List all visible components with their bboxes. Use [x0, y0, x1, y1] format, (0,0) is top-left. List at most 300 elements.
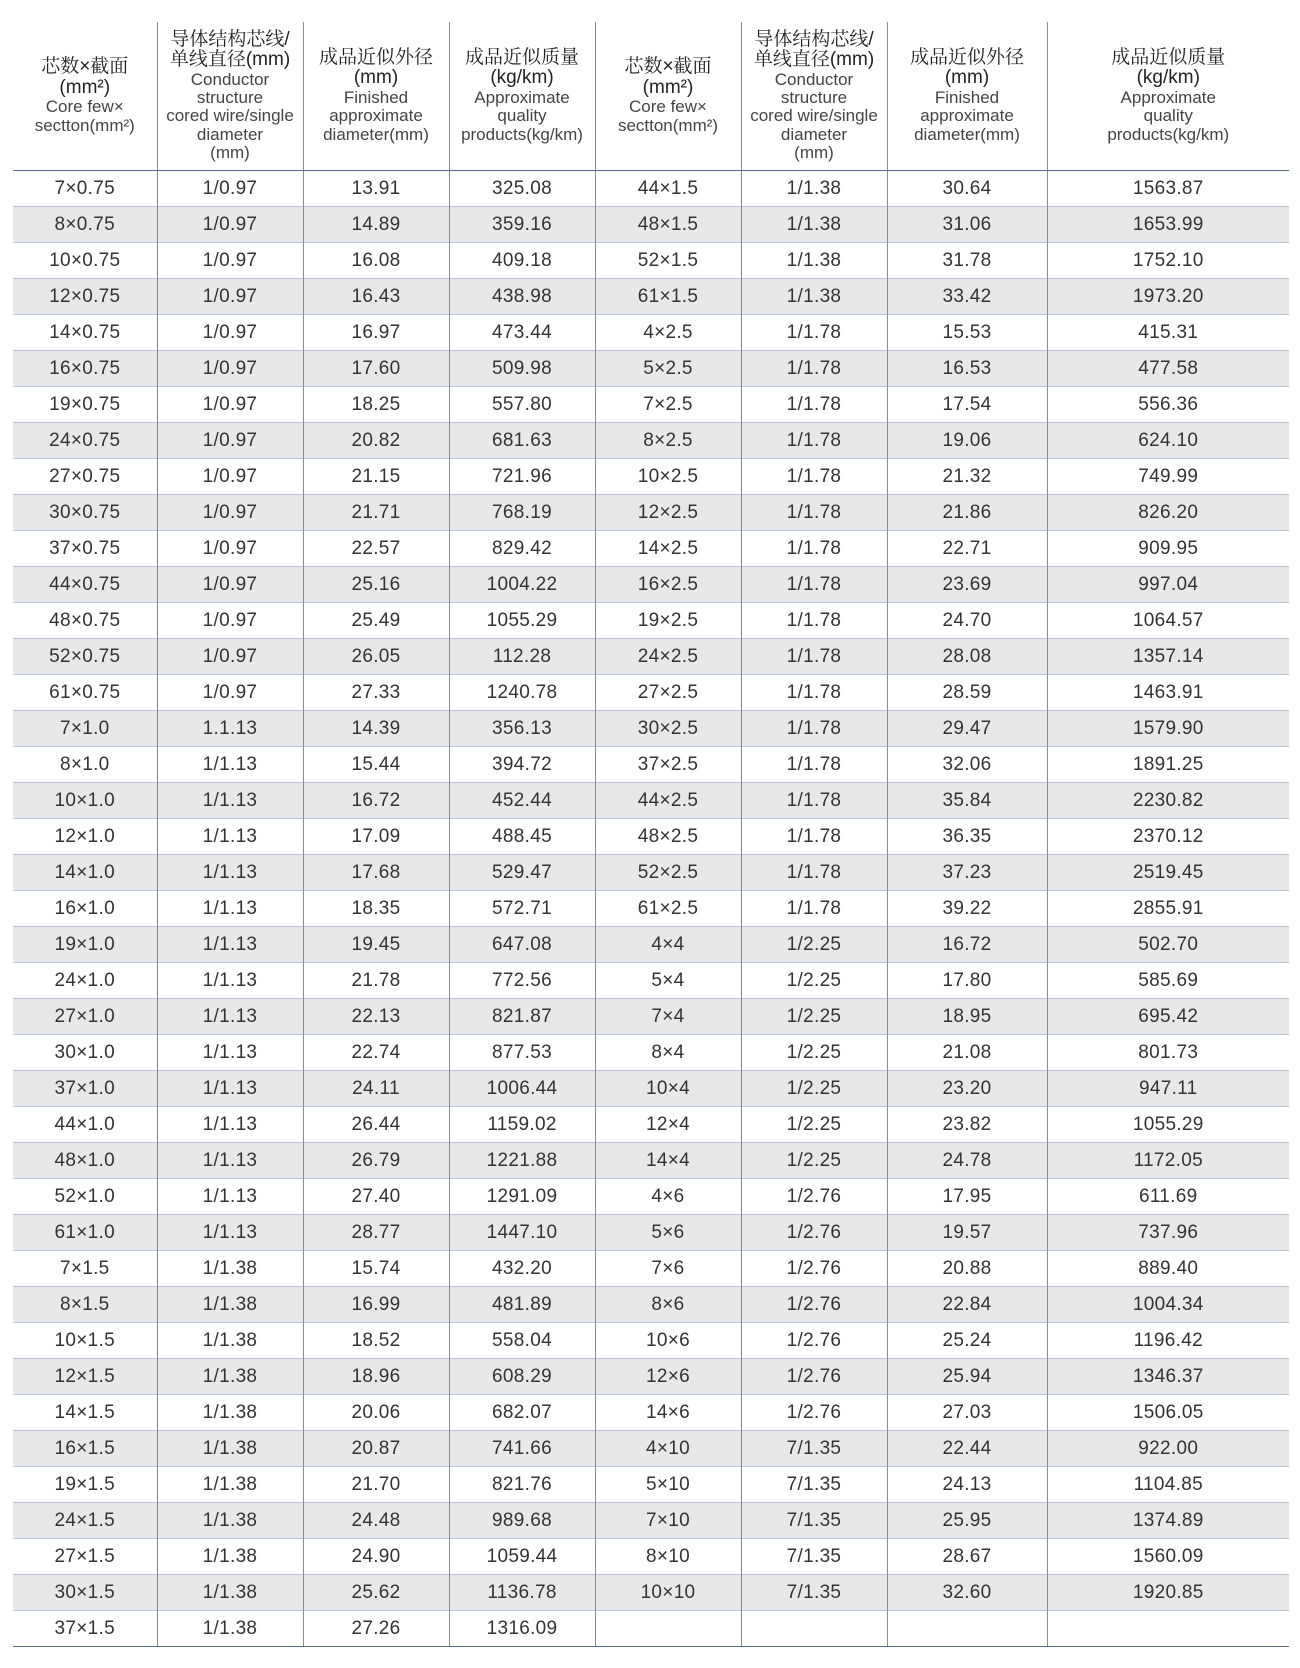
cell-approx-weight: 1221.88: [449, 1143, 595, 1179]
table-row: [13, 1323, 1289, 1359]
cell-core-section: 10×1.5: [13, 1323, 157, 1359]
cell-conductor-structure-2: 1/2.76: [741, 1179, 887, 1215]
table-row: [13, 999, 1289, 1035]
cell-core-section: 52×0.75: [13, 639, 157, 675]
cell-finished-diameter-2: 21.08: [887, 1035, 1047, 1071]
cell-approx-weight: 473.44: [449, 315, 595, 351]
cell-approx-weight-2: 947.11: [1047, 1071, 1289, 1107]
cell-approx-weight: 1159.02: [449, 1107, 595, 1143]
cell-approx-weight: 394.72: [449, 747, 595, 783]
header-label-en: Approximate: [474, 87, 570, 107]
cell-finished-diameter-2: 17.80: [887, 963, 1047, 999]
cell-conductor-structure: 1/1.38: [157, 1503, 303, 1539]
cell-approx-weight-2: 1579.90: [1047, 711, 1289, 747]
column-header-finished-diameter: [303, 22, 449, 171]
cell-conductor-structure-2: 1/2.76: [741, 1323, 887, 1359]
cell-conductor-structure: 1/1.38: [157, 1359, 303, 1395]
cell-finished-diameter-2: 25.95: [887, 1503, 1047, 1539]
cell-approx-weight: 488.45: [449, 819, 595, 855]
cell-conductor-structure: 1/0.97: [157, 279, 303, 315]
cell-core-section-2: 10×2.5: [595, 459, 741, 495]
cell-finished-diameter-2: 33.42: [887, 279, 1047, 315]
cell-core-section-2: 8×4: [595, 1035, 741, 1071]
table-row: [13, 243, 1289, 279]
cell-conductor-structure: 1/1.38: [157, 1251, 303, 1287]
cell-conductor-structure-2: 1/1.78: [741, 711, 887, 747]
header-label-zh: 芯数×截面: [624, 56, 712, 78]
cell-approx-weight: 557.80: [449, 387, 595, 423]
cell-approx-weight-2: 1506.05: [1047, 1395, 1289, 1431]
cell-conductor-structure: 1/0.97: [157, 243, 303, 279]
cell-finished-diameter-2: 24.78: [887, 1143, 1047, 1179]
cell-core-section-2: 5×4: [595, 963, 741, 999]
cell-core-section: 61×0.75: [13, 675, 157, 711]
cell-conductor-structure-2: 1/2.25: [741, 999, 887, 1035]
cell-finished-diameter-2: 19.57: [887, 1215, 1047, 1251]
cell-approx-weight-2: 1172.05: [1047, 1143, 1289, 1179]
table-row: [13, 1431, 1289, 1467]
table-row: [13, 315, 1289, 351]
cell-conductor-structure: 1/0.97: [157, 531, 303, 567]
header-label-en: (mm): [210, 143, 250, 163]
header-label-zh: 导体结构芯线/: [170, 28, 290, 50]
cell-conductor-structure: 1/1.13: [157, 747, 303, 783]
cell-finished-diameter: 18.35: [303, 891, 449, 927]
cell-conductor-structure-2: 1/1.78: [741, 315, 887, 351]
header-label-zh: 成品近似外径: [909, 46, 1024, 68]
cell-approx-weight: 1316.09: [449, 1611, 595, 1647]
cell-approx-weight: 1006.44: [449, 1071, 595, 1107]
cell-conductor-structure: 1/1.38: [157, 1575, 303, 1611]
cell-core-section-2: 24×2.5: [595, 639, 741, 675]
cell-core-section: 14×1.0: [13, 855, 157, 891]
cell-approx-weight-2: 611.69: [1047, 1179, 1289, 1215]
cell-core-section-2: 12×6: [595, 1359, 741, 1395]
cell-approx-weight-2: 1653.99: [1047, 207, 1289, 243]
table-row: [13, 495, 1289, 531]
cell-conductor-structure: 1/0.97: [157, 495, 303, 531]
cell-conductor-structure-2: 1/1.78: [741, 495, 887, 531]
cell-conductor-structure: 1/0.97: [157, 207, 303, 243]
cell-core-section: 19×1.5: [13, 1467, 157, 1503]
cell-approx-weight: 509.98: [449, 351, 595, 387]
cell-finished-diameter: 19.45: [303, 927, 449, 963]
cell-approx-weight-2: 2370.12: [1047, 819, 1289, 855]
cell-conductor-structure-2: 1/1.78: [741, 819, 887, 855]
cell-core-section-2: 12×2.5: [595, 495, 741, 531]
cell-finished-diameter: 21.70: [303, 1467, 449, 1503]
table-row: [13, 1215, 1289, 1251]
cell-approx-weight: 681.63: [449, 423, 595, 459]
cell-approx-weight: 452.44: [449, 783, 595, 819]
cell-core-section: 37×1.5: [13, 1611, 157, 1647]
cell-finished-diameter: 16.99: [303, 1287, 449, 1323]
cell-core-section-2: 10×10: [595, 1575, 741, 1611]
cell-finished-diameter-2: 36.35: [887, 819, 1047, 855]
cell-core-section-2: 4×6: [595, 1179, 741, 1215]
cell-approx-weight: 481.89: [449, 1287, 595, 1323]
header-unit: (mm): [353, 67, 399, 89]
cell-finished-diameter: 24.48: [303, 1503, 449, 1539]
table-row: [13, 711, 1289, 747]
cell-finished-diameter: 18.52: [303, 1323, 449, 1359]
cell-core-section-2: 8×10: [595, 1539, 741, 1575]
cell-core-section-2: 8×6: [595, 1287, 741, 1323]
table-row: [13, 603, 1289, 639]
cell-finished-diameter: 17.68: [303, 855, 449, 891]
header-label-en: cored wire/single: [166, 106, 294, 126]
cell-approx-weight-2: 2519.45: [1047, 855, 1289, 891]
table-row: [13, 531, 1289, 567]
cell-conductor-structure: 1/0.97: [157, 171, 303, 207]
cell-approx-weight-2: 1563.87: [1047, 171, 1289, 207]
cell-conductor-structure: 1/1.13: [157, 927, 303, 963]
cell-conductor-structure: 1/0.97: [157, 423, 303, 459]
cell-core-section: 8×1.5: [13, 1287, 157, 1323]
cell-finished-diameter: 21.15: [303, 459, 449, 495]
cell-finished-diameter-2: 21.32: [887, 459, 1047, 495]
cell-approx-weight-2: 889.40: [1047, 1251, 1289, 1287]
header-label-zh: 成品近似质量: [464, 46, 579, 68]
cell-approx-weight-2: 1346.37: [1047, 1359, 1289, 1395]
cell-core-section-2: 5×10: [595, 1467, 741, 1503]
cell-approx-weight-2: 801.73: [1047, 1035, 1289, 1071]
cell-approx-weight: 1059.44: [449, 1539, 595, 1575]
header-label-en: quality: [497, 106, 547, 126]
cell-approx-weight-2: 1196.42: [1047, 1323, 1289, 1359]
cell-approx-weight-2: 826.20: [1047, 495, 1289, 531]
header-unit: 单线直径(mm): [169, 49, 291, 71]
cell-core-section: 48×0.75: [13, 603, 157, 639]
cell-core-section-2: 27×2.5: [595, 675, 741, 711]
cell-finished-diameter: 25.49: [303, 603, 449, 639]
cell-core-section-2: 10×6: [595, 1323, 741, 1359]
cell-approx-weight-2: 585.69: [1047, 963, 1289, 999]
cell-core-section-2: 10×4: [595, 1071, 741, 1107]
cell-core-section-2: 19×2.5: [595, 603, 741, 639]
cell-conductor-structure: 1/0.97: [157, 387, 303, 423]
cell-approx-weight-2: 737.96: [1047, 1215, 1289, 1251]
header-label-en: diameter(mm): [914, 124, 1020, 144]
cell-core-section: 8×0.75: [13, 207, 157, 243]
header-label-en: sectton(mm²): [34, 115, 135, 135]
header-label-en: cored wire/single: [750, 106, 878, 126]
cell-finished-diameter-2: 25.94: [887, 1359, 1047, 1395]
cell-approx-weight: 829.42: [449, 531, 595, 567]
cell-approx-weight-2: 1357.14: [1047, 639, 1289, 675]
header-label-zh: 芯数×截面: [41, 56, 129, 78]
table-row: [13, 855, 1289, 891]
header-label-en: approximate: [920, 106, 1014, 126]
cell-finished-diameter: 14.89: [303, 207, 449, 243]
cell-conductor-structure-2: 1/1.78: [741, 567, 887, 603]
cell-finished-diameter: 16.43: [303, 279, 449, 315]
table-row: [13, 1251, 1289, 1287]
cell-core-section: 16×0.75: [13, 351, 157, 387]
cell-conductor-structure: 1/0.97: [157, 315, 303, 351]
cell-finished-diameter: 16.08: [303, 243, 449, 279]
table-row: [13, 567, 1289, 603]
cell-conductor-structure-2: 1/2.25: [741, 1071, 887, 1107]
cell-finished-diameter: 27.26: [303, 1611, 449, 1647]
cell-conductor-structure: 1/1.38: [157, 1431, 303, 1467]
table-row: [13, 1395, 1289, 1431]
cell-finished-diameter: 27.40: [303, 1179, 449, 1215]
cell-conductor-structure: 1/1.38: [157, 1287, 303, 1323]
cell-core-section-2: 4×4: [595, 927, 741, 963]
cell-core-section: 10×1.0: [13, 783, 157, 819]
header-label-en: Finished: [343, 87, 409, 107]
cell-finished-diameter: 13.91: [303, 171, 449, 207]
cell-approx-weight: 682.07: [449, 1395, 595, 1431]
table-row: [13, 459, 1289, 495]
cell-core-section: 37×1.0: [13, 1071, 157, 1107]
cell-approx-weight: 989.68: [449, 1503, 595, 1539]
cell-approx-weight: 1004.22: [449, 567, 595, 603]
cell-core-section: 14×0.75: [13, 315, 157, 351]
cell-approx-weight-2: 1055.29: [1047, 1107, 1289, 1143]
cell-approx-weight-2: 1374.89: [1047, 1503, 1289, 1539]
cell-core-section-2: 4×10: [595, 1431, 741, 1467]
cell-finished-diameter-2: 32.60: [887, 1575, 1047, 1611]
cell-conductor-structure-2: 1/1.38: [741, 279, 887, 315]
cell-conductor-structure-2: 1/2.76: [741, 1215, 887, 1251]
cell-conductor-structure-2: 7/1.35: [741, 1431, 887, 1467]
column-header-approx-weight-2: [1047, 22, 1289, 171]
header-label-en: quality: [1143, 106, 1193, 126]
cell-finished-diameter-2: [887, 1611, 1047, 1647]
table-row: [13, 1503, 1289, 1539]
cell-core-section-2: 52×2.5: [595, 855, 741, 891]
cell-conductor-structure: 1/1.13: [157, 855, 303, 891]
header-label-en: Finished: [934, 87, 1000, 107]
cell-finished-diameter-2: 17.54: [887, 387, 1047, 423]
cell-approx-weight-2: 2855.91: [1047, 891, 1289, 927]
cell-finished-diameter-2: 32.06: [887, 747, 1047, 783]
cell-approx-weight-2: 695.42: [1047, 999, 1289, 1035]
cell-conductor-structure: 1/0.97: [157, 459, 303, 495]
cell-conductor-structure: 1/0.97: [157, 567, 303, 603]
cell-core-section: 12×1.5: [13, 1359, 157, 1395]
table-row: [13, 1611, 1289, 1647]
header-label-en: Core few×: [629, 97, 707, 117]
cell-finished-diameter: 26.79: [303, 1143, 449, 1179]
cell-core-section-2: [595, 1611, 741, 1647]
table-row: [13, 891, 1289, 927]
cell-approx-weight: 1055.29: [449, 603, 595, 639]
table-row: [13, 171, 1289, 207]
cell-finished-diameter: 24.90: [303, 1539, 449, 1575]
cell-conductor-structure: 1/1.13: [157, 963, 303, 999]
cell-finished-diameter: 28.77: [303, 1215, 449, 1251]
cell-approx-weight-2: 922.00: [1047, 1431, 1289, 1467]
header-row: [13, 22, 1289, 171]
table-row: [13, 963, 1289, 999]
header-label-en: products(kg/km): [461, 124, 583, 144]
cell-approx-weight: 768.19: [449, 495, 595, 531]
cell-finished-diameter-2: 20.88: [887, 1251, 1047, 1287]
cell-conductor-structure-2: 1/1.78: [741, 603, 887, 639]
cell-approx-weight: 608.29: [449, 1359, 595, 1395]
cell-approx-weight-2: 556.36: [1047, 387, 1289, 423]
header-label-en: (mm): [794, 143, 834, 163]
cell-finished-diameter-2: 24.13: [887, 1467, 1047, 1503]
cell-conductor-structure-2: [741, 1611, 887, 1647]
table-row: [13, 1071, 1289, 1107]
cell-finished-diameter: 18.25: [303, 387, 449, 423]
cell-core-section-2: 16×2.5: [595, 567, 741, 603]
cell-core-section: 8×1.0: [13, 747, 157, 783]
table-row: [13, 1179, 1289, 1215]
cell-core-section-2: 61×2.5: [595, 891, 741, 927]
cell-approx-weight: 112.28: [449, 639, 595, 675]
cell-finished-diameter: 20.82: [303, 423, 449, 459]
table-row: [13, 1467, 1289, 1503]
cell-finished-diameter-2: 16.72: [887, 927, 1047, 963]
cell-core-section-2: 37×2.5: [595, 747, 741, 783]
cell-core-section-2: 5×2.5: [595, 351, 741, 387]
cell-conductor-structure-2: 1/2.25: [741, 1107, 887, 1143]
table-row: [13, 387, 1289, 423]
header-label-en: diameter: [196, 124, 264, 144]
cell-finished-diameter-2: 28.08: [887, 639, 1047, 675]
header-label-en: Approximate: [1120, 87, 1216, 107]
cell-approx-weight-2: 1973.20: [1047, 279, 1289, 315]
header-label-en: Core few×: [45, 97, 124, 117]
cell-conductor-structure-2: 1/2.25: [741, 1035, 887, 1071]
cell-finished-diameter-2: 23.82: [887, 1107, 1047, 1143]
cell-conductor-structure-2: 1/1.78: [741, 459, 887, 495]
table-header: [13, 22, 1289, 171]
cell-conductor-structure-2: 1/2.76: [741, 1395, 887, 1431]
header-unit: (kg/km): [1136, 67, 1200, 89]
table-row: [13, 279, 1289, 315]
cell-conductor-structure: 1.1.13: [157, 711, 303, 747]
cell-approx-weight-2: 1064.57: [1047, 603, 1289, 639]
cell-core-section-2: 14×4: [595, 1143, 741, 1179]
cell-conductor-structure: 1/0.97: [157, 603, 303, 639]
cell-approx-weight: 409.18: [449, 243, 595, 279]
cell-core-section-2: 12×4: [595, 1107, 741, 1143]
cell-finished-diameter-2: 31.06: [887, 207, 1047, 243]
cell-core-section: 10×0.75: [13, 243, 157, 279]
cell-finished-diameter-2: 28.59: [887, 675, 1047, 711]
cell-approx-weight-2: 502.70: [1047, 927, 1289, 963]
cell-approx-weight-2: 415.31: [1047, 315, 1289, 351]
header-unit: (kg/km): [490, 67, 554, 89]
cell-finished-diameter-2: 22.71: [887, 531, 1047, 567]
cell-conductor-structure-2: 1/1.78: [741, 855, 887, 891]
cell-finished-diameter: 22.13: [303, 999, 449, 1035]
table-row: [13, 819, 1289, 855]
cell-approx-weight-2: 1004.34: [1047, 1287, 1289, 1323]
cell-finished-diameter: 17.09: [303, 819, 449, 855]
cell-core-section: 12×1.0: [13, 819, 157, 855]
cell-finished-diameter-2: 30.64: [887, 171, 1047, 207]
cell-core-section-2: 61×1.5: [595, 279, 741, 315]
cell-approx-weight: 438.98: [449, 279, 595, 315]
cell-conductor-structure: 1/0.97: [157, 639, 303, 675]
cell-approx-weight-2: 1752.10: [1047, 243, 1289, 279]
cell-approx-weight-2: [1047, 1611, 1289, 1647]
cell-finished-diameter: 18.96: [303, 1359, 449, 1395]
cell-core-section: 19×0.75: [13, 387, 157, 423]
cell-conductor-structure-2: 1/1.78: [741, 783, 887, 819]
cell-finished-diameter-2: 29.47: [887, 711, 1047, 747]
cell-approx-weight: 359.16: [449, 207, 595, 243]
cell-core-section: 27×0.75: [13, 459, 157, 495]
cell-conductor-structure: 1/1.13: [157, 1071, 303, 1107]
cell-finished-diameter: 22.57: [303, 531, 449, 567]
table-row: [13, 1287, 1289, 1323]
cell-core-section: 30×0.75: [13, 495, 157, 531]
cell-conductor-structure: 1/0.97: [157, 351, 303, 387]
header-label-en: structure: [780, 87, 848, 107]
cell-approx-weight-2: 1560.09: [1047, 1539, 1289, 1575]
cell-approx-weight: 325.08: [449, 171, 595, 207]
header-label-zh: 成品近似外径: [318, 46, 433, 68]
cell-finished-diameter: 21.71: [303, 495, 449, 531]
cell-conductor-structure-2: 1/2.25: [741, 1143, 887, 1179]
cell-finished-diameter-2: 37.23: [887, 855, 1047, 891]
cell-finished-diameter-2: 23.69: [887, 567, 1047, 603]
cell-finished-diameter: 15.44: [303, 747, 449, 783]
table-row: [13, 1575, 1289, 1611]
table-row: [13, 1539, 1289, 1575]
cell-approx-weight-2: 1891.25: [1047, 747, 1289, 783]
cell-approx-weight-2: 624.10: [1047, 423, 1289, 459]
cell-conductor-structure-2: 1/2.25: [741, 963, 887, 999]
cell-finished-diameter: 16.97: [303, 315, 449, 351]
header-unit: (mm²): [642, 76, 694, 98]
cell-finished-diameter-2: 19.06: [887, 423, 1047, 459]
cell-approx-weight: 356.13: [449, 711, 595, 747]
cell-core-section-2: 30×2.5: [595, 711, 741, 747]
cell-core-section: 19×1.0: [13, 927, 157, 963]
cell-conductor-structure: 1/1.38: [157, 1467, 303, 1503]
table-row: [13, 1143, 1289, 1179]
cell-core-section-2: 8×2.5: [595, 423, 741, 459]
cell-finished-diameter: 14.39: [303, 711, 449, 747]
cell-conductor-structure-2: 1/2.25: [741, 927, 887, 963]
cell-finished-diameter: 17.60: [303, 351, 449, 387]
cell-finished-diameter-2: 35.84: [887, 783, 1047, 819]
cell-finished-diameter: 22.74: [303, 1035, 449, 1071]
cell-approx-weight: 772.56: [449, 963, 595, 999]
cell-finished-diameter-2: 27.03: [887, 1395, 1047, 1431]
header-label-en: structure: [196, 87, 264, 107]
table-row: [13, 675, 1289, 711]
cell-conductor-structure: 1/1.13: [157, 1035, 303, 1071]
cell-approx-weight: 721.96: [449, 459, 595, 495]
header-label-en: diameter(mm): [323, 124, 429, 144]
cell-conductor-structure: 1/1.13: [157, 1179, 303, 1215]
cell-core-section: 7×1.5: [13, 1251, 157, 1287]
cell-approx-weight: 558.04: [449, 1323, 595, 1359]
cell-core-section: 24×0.75: [13, 423, 157, 459]
cell-core-section: 7×0.75: [13, 171, 157, 207]
header-unit: (mm²): [59, 76, 111, 98]
column-header-conductor-structure: [157, 22, 303, 171]
cell-core-section: 61×1.0: [13, 1215, 157, 1251]
cell-finished-diameter: 21.78: [303, 963, 449, 999]
cell-finished-diameter: 16.72: [303, 783, 449, 819]
cell-core-section: 30×1.0: [13, 1035, 157, 1071]
cell-approx-weight: 432.20: [449, 1251, 595, 1287]
cell-finished-diameter: 25.16: [303, 567, 449, 603]
cell-finished-diameter-2: 31.78: [887, 243, 1047, 279]
cell-conductor-structure-2: 7/1.35: [741, 1467, 887, 1503]
